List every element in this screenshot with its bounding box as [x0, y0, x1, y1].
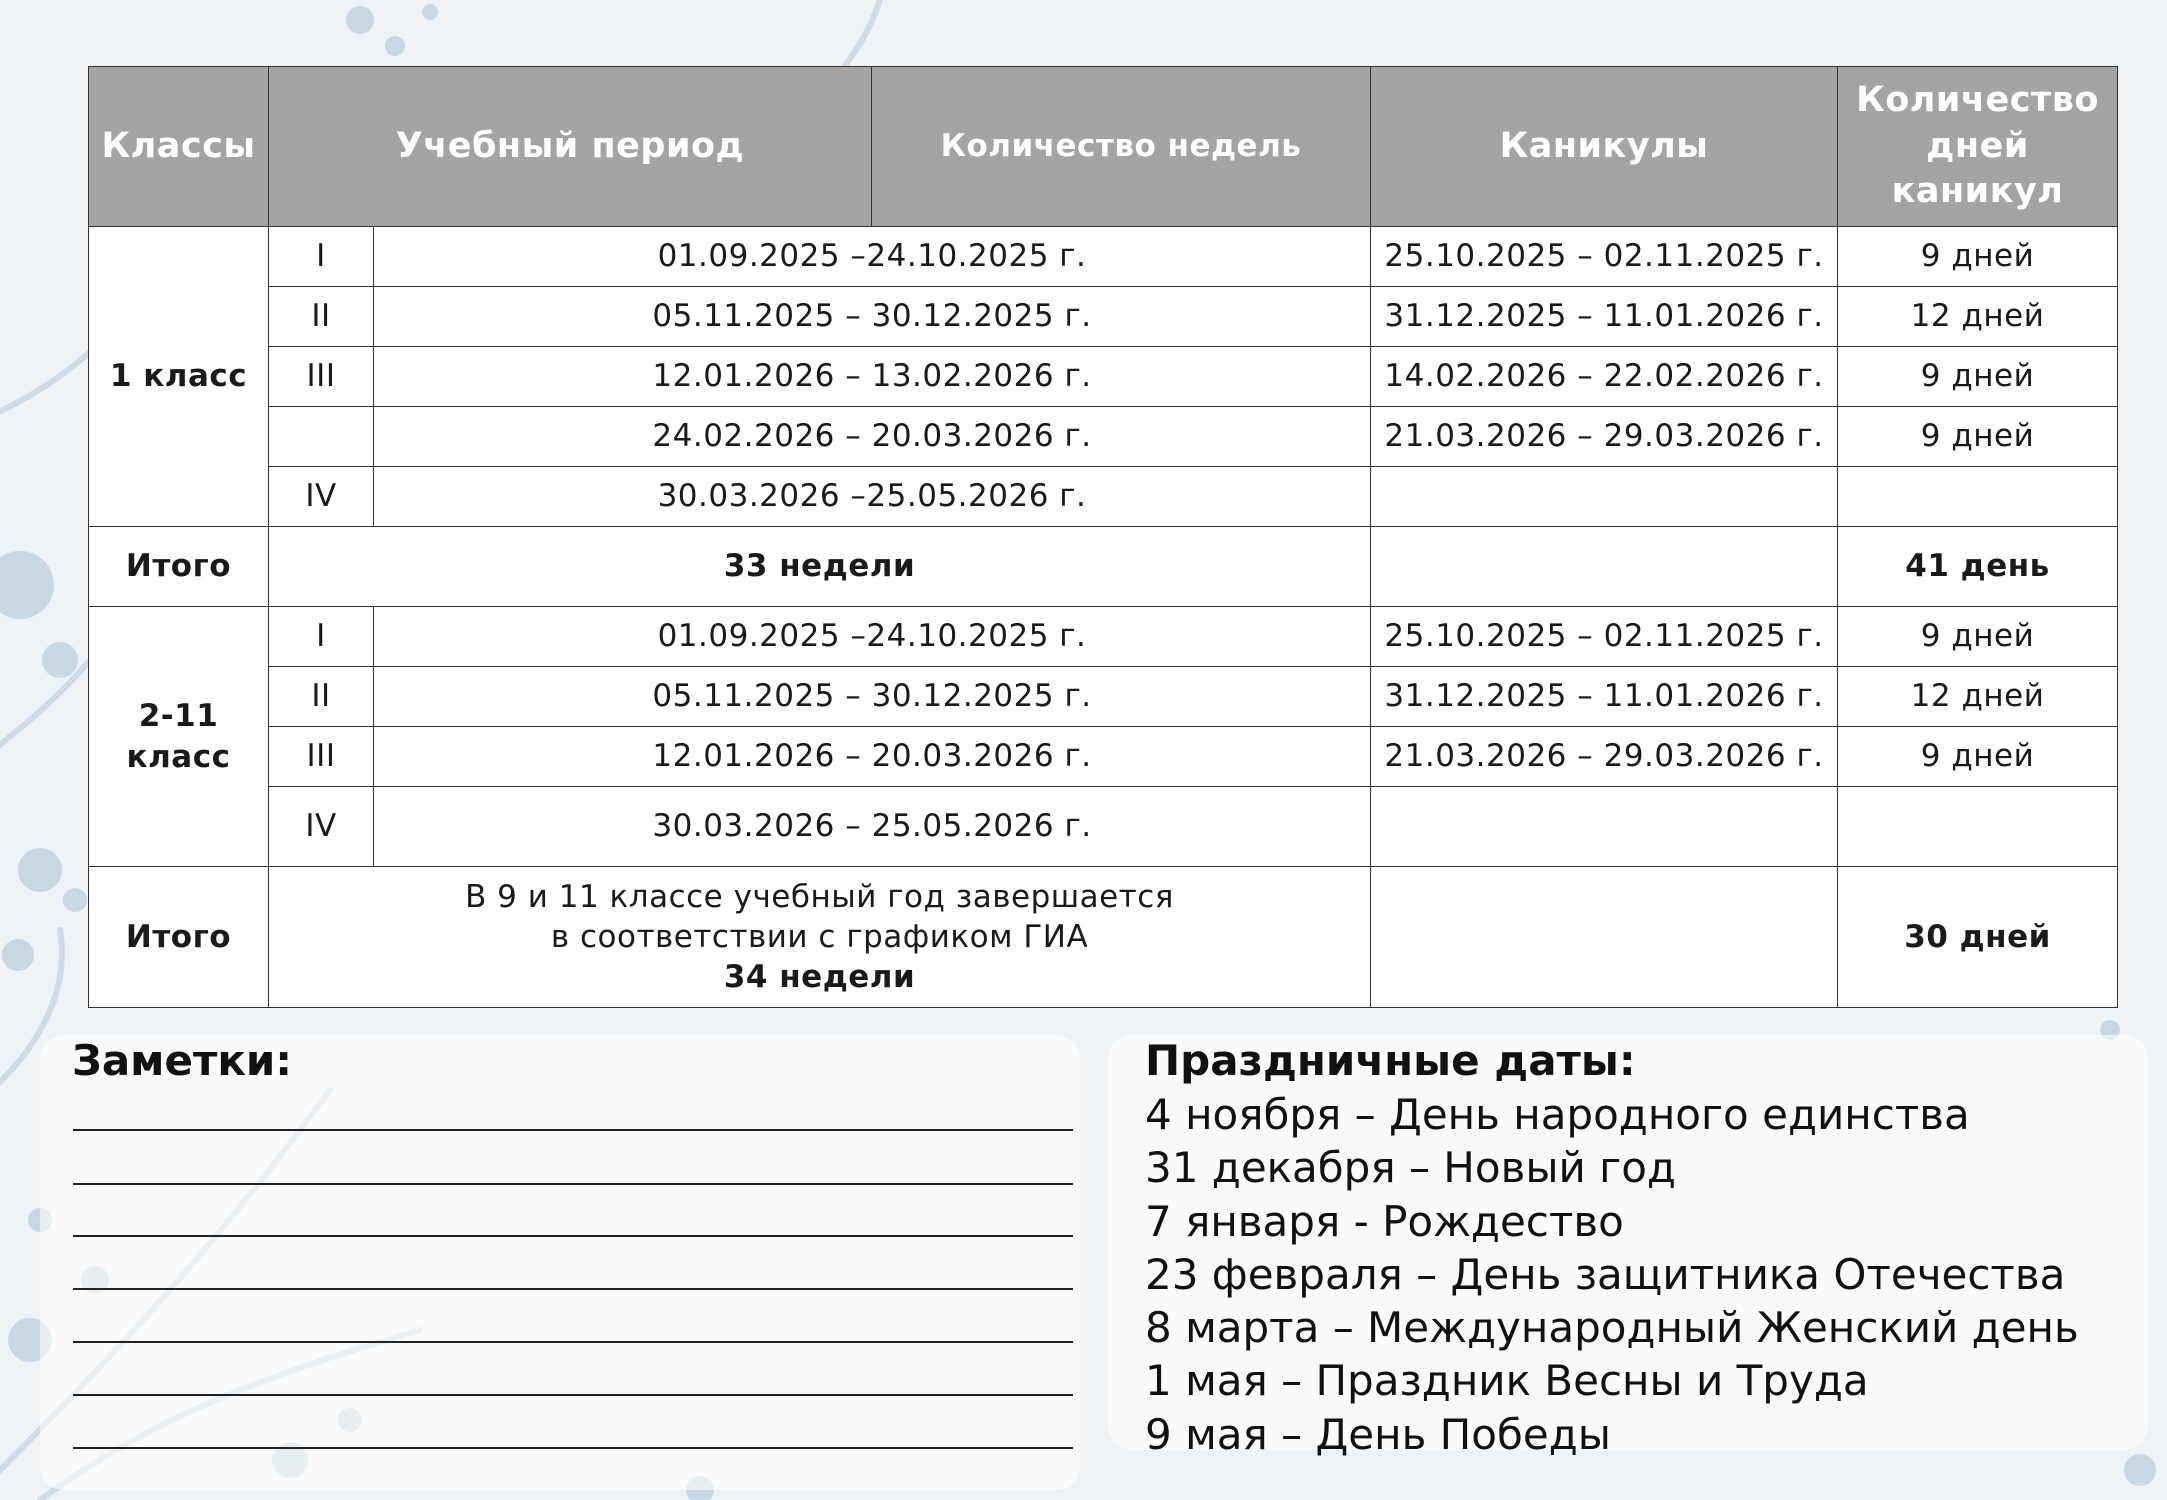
header-holiday-days-line3: каникул	[1891, 171, 2064, 212]
table-row	[89, 607, 2118, 667]
total-days: 41 день	[1838, 527, 2118, 607]
table-row	[89, 347, 2118, 407]
holiday-cell: 25.10.2025 – 02.11.2025 г.	[1371, 227, 1838, 287]
quarter-cell: I	[269, 227, 374, 287]
total-holiday-empty	[1371, 867, 1838, 1008]
total-weeks: 33 недели	[269, 527, 1371, 607]
holidays-panel	[1108, 1035, 2148, 1459]
total-note-line2: в соответствии с графиком ГИА	[550, 918, 1089, 955]
header-holiday-days-line1: Количество	[1856, 80, 2099, 121]
quarter-cell: III	[269, 347, 374, 407]
header-period: Учебный период	[269, 67, 872, 227]
note-line[interactable]	[73, 1235, 1073, 1237]
table-row	[89, 287, 2118, 347]
group2-label-line2: класс	[126, 738, 231, 775]
quarter-cell: III	[269, 727, 374, 787]
total-row	[89, 527, 2118, 607]
period-cell: 24.02.2026 – 20.03.2026 г.	[374, 407, 1371, 467]
holiday-item: 9 мая – День Победы	[1145, 1409, 1611, 1459]
group1-label: 1 класс	[89, 227, 269, 527]
period-cell: 05.11.2025 – 30.12.2025 г.	[374, 287, 1371, 347]
days-cell: 9 дней	[1838, 347, 2118, 407]
holiday-item: 23 февраля – День защитника Отечества	[1145, 1249, 2066, 1299]
total-note-line1: В 9 и 11 классе учебный год завершается	[465, 878, 1174, 915]
holiday-cell: 14.02.2026 – 22.02.2026 г.	[1371, 347, 1838, 407]
table-row	[89, 787, 2118, 867]
holiday-cell	[1371, 467, 1838, 527]
group2-label	[89, 607, 269, 867]
total-holiday-empty	[1371, 527, 1838, 607]
period-cell: 30.03.2026 – 25.05.2026 г.	[374, 787, 1371, 867]
total-note	[269, 867, 1371, 1008]
quarter-cell: II	[269, 667, 374, 727]
period-cell: 30.03.2026 –25.05.2026 г.	[374, 467, 1371, 527]
holiday-item: 4 ноября – День народного единства	[1145, 1090, 1970, 1139]
period-cell: 05.11.2025 – 30.12.2025 г.	[374, 667, 1371, 727]
header-row	[89, 67, 2118, 227]
table-row	[89, 667, 2118, 727]
header-holiday-days-line2: дней	[1926, 125, 2029, 166]
total-days: 30 дней	[1838, 867, 2118, 1008]
holiday-item: 8 марта – Международный Женский день	[1145, 1303, 2079, 1353]
period-cell: 12.01.2026 – 13.02.2026 г.	[374, 347, 1371, 407]
period-cell: 01.09.2025 –24.10.2025 г.	[374, 607, 1371, 667]
period-cell: 01.09.2025 –24.10.2025 г.	[374, 227, 1371, 287]
total-row	[89, 867, 2118, 1008]
days-cell	[1838, 467, 2118, 527]
table-row	[89, 727, 2118, 787]
holiday-cell: 21.03.2026 – 29.03.2026 г.	[1371, 727, 1838, 787]
days-cell: 9 дней	[1838, 727, 2118, 787]
table-row	[89, 467, 2118, 527]
days-cell: 9 дней	[1838, 407, 2118, 467]
note-line[interactable]	[73, 1183, 1073, 1185]
holiday-item: 1 мая – Праздник Весны и Труда	[1145, 1356, 1869, 1406]
quarter-cell: I	[269, 607, 374, 667]
period-cell: 12.01.2026 – 20.03.2026 г.	[374, 727, 1371, 787]
quarter-cell: IV	[269, 467, 374, 527]
holiday-item: 7 января - Рождество	[1145, 1196, 1624, 1246]
header-weeks: Количество недель	[872, 67, 1371, 227]
days-cell	[1838, 787, 2118, 867]
holiday-cell: 31.12.2025 – 11.01.2026 г.	[1371, 287, 1838, 347]
days-cell: 12 дней	[1838, 287, 2118, 347]
holiday-cell	[1371, 787, 1838, 867]
days-cell: 9 дней	[1838, 227, 2118, 287]
holiday-cell: 25.10.2025 – 02.11.2025 г.	[1371, 607, 1838, 667]
note-line[interactable]	[73, 1129, 1073, 1131]
holidays-title: Праздничные даты:	[1145, 1036, 1636, 1085]
quarter-cell: II	[269, 287, 374, 347]
notes-title: Заметки:	[72, 1036, 293, 1085]
table-row	[89, 227, 2118, 287]
total-label: Итого	[89, 527, 269, 607]
quarter-cell: IV	[269, 787, 374, 867]
note-line[interactable]	[73, 1447, 1073, 1449]
total-weeks: 34 недели	[723, 959, 916, 996]
quarter-cell	[269, 407, 374, 467]
table-row	[89, 407, 2118, 467]
group2-label-line1: 2-11	[138, 698, 219, 735]
holiday-cell: 21.03.2026 – 29.03.2026 г.	[1371, 407, 1838, 467]
holiday-cell: 31.12.2025 – 11.01.2026 г.	[1371, 667, 1838, 727]
note-line[interactable]	[73, 1341, 1073, 1343]
days-cell: 9 дней	[1838, 607, 2118, 667]
holiday-item: 31 декабря – Новый год	[1145, 1143, 1676, 1193]
header-classes: Классы	[89, 67, 269, 227]
note-line[interactable]	[73, 1394, 1073, 1396]
schedule-table	[88, 66, 2118, 1008]
holidays-list	[1145, 1088, 2079, 1461]
header-holiday-days	[1838, 67, 2118, 227]
header-holidays: Каникулы	[1371, 67, 1838, 227]
days-cell: 12 дней	[1838, 667, 2118, 727]
notes-panel	[40, 1035, 1080, 1490]
total-label: Итого	[89, 867, 269, 1008]
note-line[interactable]	[73, 1288, 1073, 1290]
